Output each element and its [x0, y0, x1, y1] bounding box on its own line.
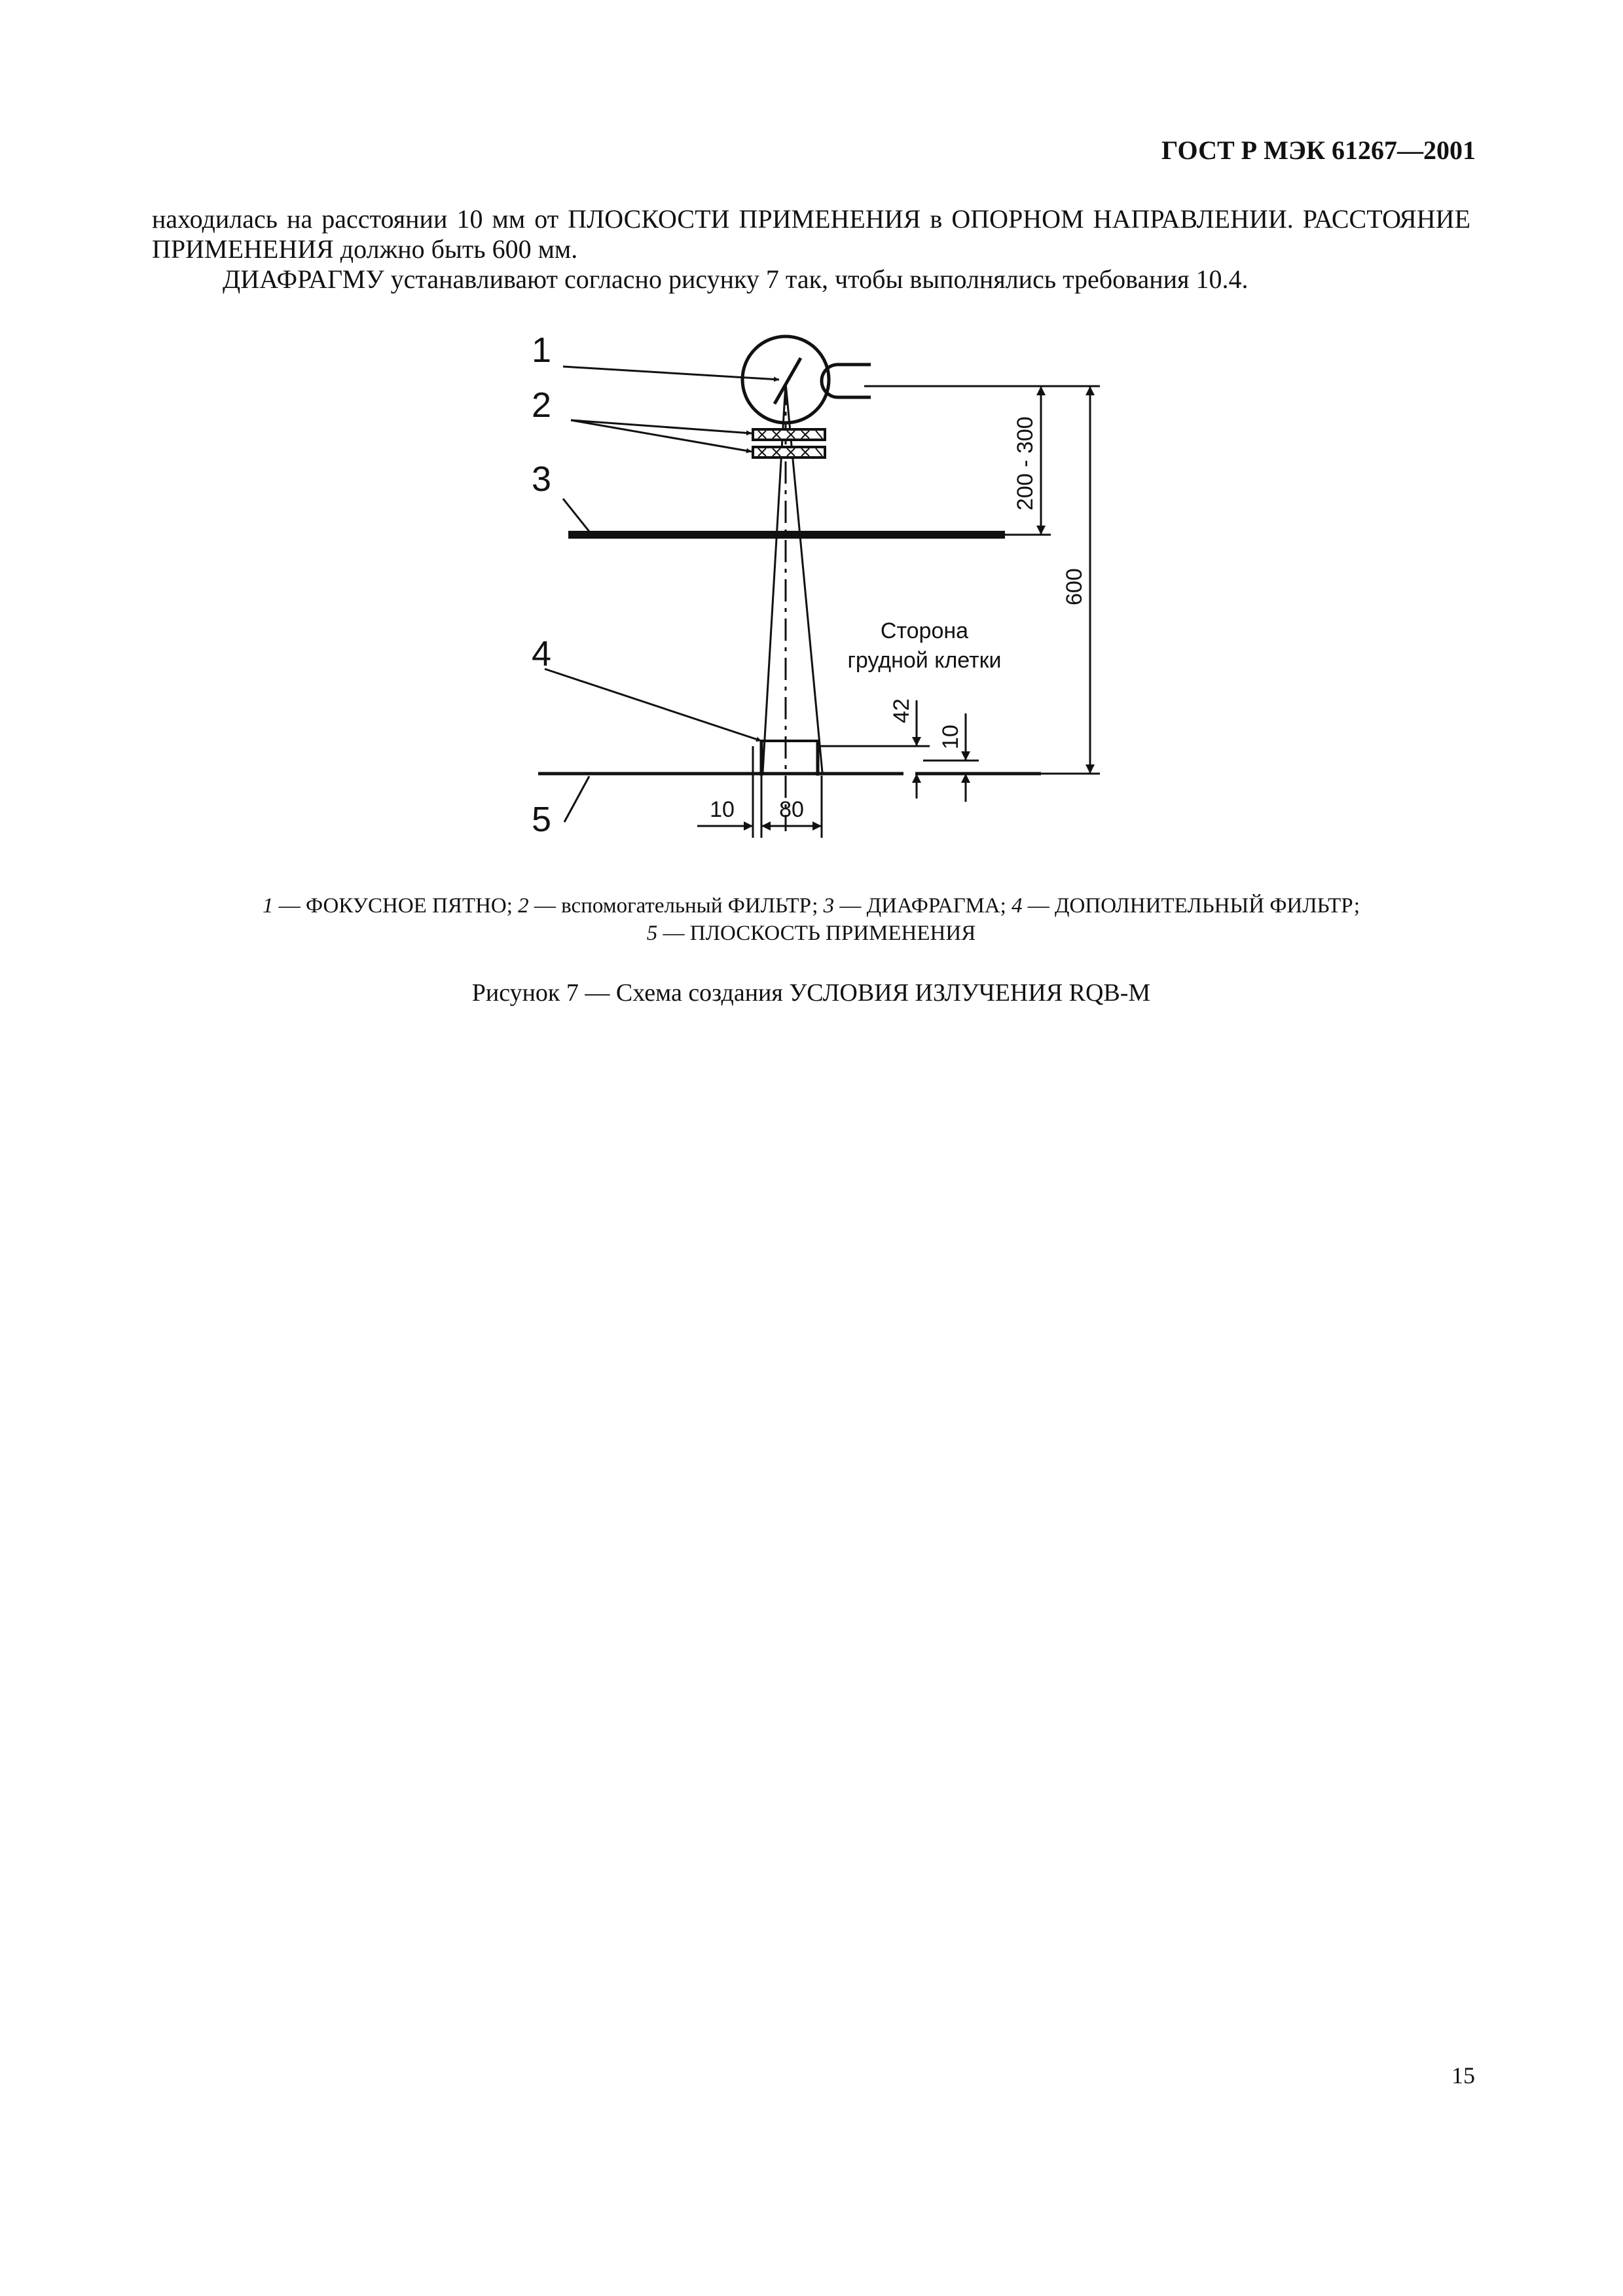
- figure-legend: [152, 892, 1470, 947]
- document-header: ГОСТ Р МЭК 61267—2001: [1161, 135, 1476, 165]
- callout-5: 5: [532, 800, 552, 839]
- figure-caption: Рисунок 7 — Схема создания УСЛОВИЯ ИЗЛУЧЕНИЯ RQB-M: [471, 979, 1151, 1007]
- callout-2: 2: [532, 386, 552, 425]
- paragraph-2: ДИАФРАГМУ устанавливают согласно рисунку 7 так, чтобы выполнялись требования 10.4.: [223, 264, 1249, 294]
- chest-side-label-line1: Сторона: [880, 619, 969, 643]
- legend-text-5: — ПЛОСКОСТЬ ПРИМЕНЕНИЯ: [657, 922, 976, 945]
- dimension-bottom: [697, 746, 822, 838]
- legend-text-4: — ДОПОЛНИТЕЛЬНЫЙ ФИЛЬТР;: [1022, 894, 1360, 918]
- legend-text-1: — ФОКУСНОЕ ПЯТНО;: [273, 894, 519, 918]
- legend-num-4: 4: [1012, 894, 1023, 918]
- xray-tube: [742, 336, 1087, 423]
- legend-text-3: — ДИАФРАГМА;: [834, 894, 1012, 918]
- dimension-10-vertical-label: 10: [938, 725, 963, 749]
- auxiliary-filters: [753, 429, 825, 457]
- dimension-600: [1041, 386, 1100, 774]
- dimension-200-300: [1005, 386, 1051, 535]
- legend-num-1: 1: [262, 894, 274, 918]
- legend-num-5: 5: [646, 922, 658, 945]
- dimension-42-label: 42: [889, 698, 914, 723]
- dimension-10-bottom-label: 10: [710, 797, 735, 822]
- legend-num-2: 2: [518, 894, 529, 918]
- dimension-10-vertical: [923, 713, 979, 802]
- page-number: 15: [1451, 2062, 1475, 2089]
- additional-filter: [761, 740, 818, 776]
- legend-line-1: [152, 892, 1470, 920]
- callout-3: 3: [532, 459, 552, 499]
- callout-leaders: [545, 367, 779, 822]
- chest-side-label-line2: грудной клетки: [847, 648, 1002, 673]
- callout-4: 4: [532, 634, 552, 673]
- dimension-600-label: 600: [1062, 568, 1087, 605]
- paragraph-1: находилась на расстоянии 10 мм от ПЛОСКОСТИ ПРИМЕНЕНИЯ в ОПОРНОМ НАПРАВЛЕНИИ. РАССТОЯНИЕ ПРИМЕНЕНИЯ должно быть 600 мм.: [152, 204, 1470, 264]
- callout-1: 1: [532, 331, 552, 370]
- legend-text-2: — вспомогательный ФИЛЬТР;: [528, 894, 824, 918]
- dimension-42: [818, 698, 930, 798]
- legend-num-3: 3: [823, 894, 835, 918]
- dimension-80-label: 80: [779, 797, 804, 822]
- dimension-200-300-label: 200 - 300: [1013, 416, 1038, 511]
- legend-line-2: [152, 920, 1470, 947]
